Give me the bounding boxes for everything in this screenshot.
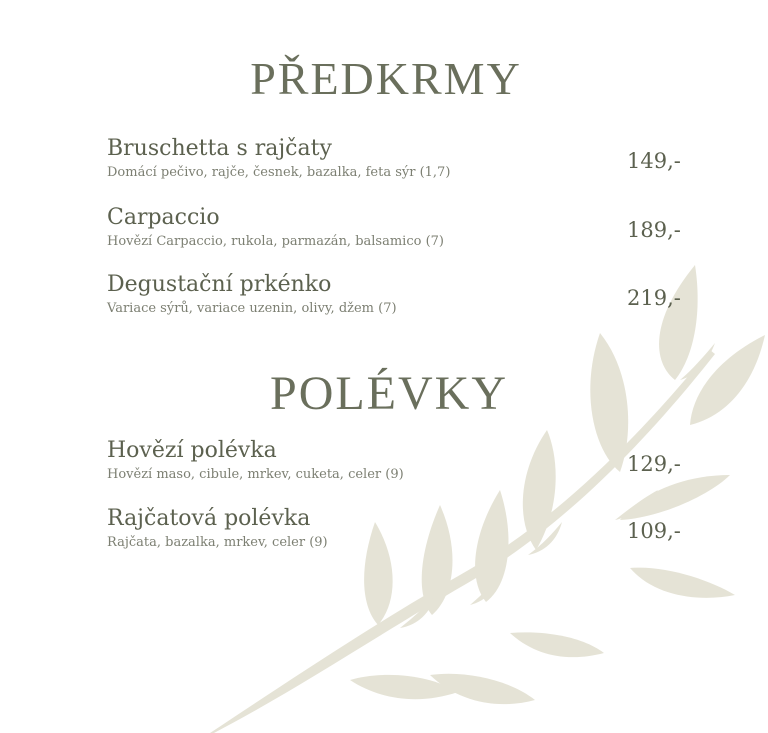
menu-item — [107, 272, 667, 316]
item-description: Hovězí Carpaccio, rukola, parmazán, balsamico (7) — [107, 234, 444, 250]
item-price: 129,- — [627, 452, 681, 476]
item-description: Hovězí maso, cibule, mrkev, cuketa, celer (9) — [107, 467, 404, 483]
item-name: Carpaccio — [107, 205, 220, 230]
item-description: Variace sýrů, variace uzenin, olivy, džem (7) — [107, 301, 397, 317]
menu-item — [107, 136, 667, 180]
menu-item — [107, 506, 667, 550]
leaf-branch-icon — [210, 250, 768, 733]
menu-item — [107, 438, 667, 482]
item-description: Domácí pečivo, rajče, česnek, bazalka, feta sýr (1,7) — [107, 165, 451, 181]
item-name: Rajčatová polévka — [107, 506, 311, 531]
item-name: Degustační prkénko — [107, 272, 332, 297]
item-price: 149,- — [627, 149, 681, 173]
item-price: 189,- — [627, 218, 681, 242]
item-description: Rajčata, bazalka, mrkev, celer (9) — [107, 535, 328, 551]
soups-title: POLÉVKY — [270, 367, 508, 420]
item-name: Hovězí polévka — [107, 438, 277, 463]
item-price: 219,- — [627, 286, 681, 310]
menu-item — [107, 205, 667, 249]
item-price: 109,- — [627, 519, 681, 543]
item-name: Bruschetta s rajčaty — [107, 136, 332, 161]
starters-title: PŘEDKRMY — [250, 53, 522, 104]
